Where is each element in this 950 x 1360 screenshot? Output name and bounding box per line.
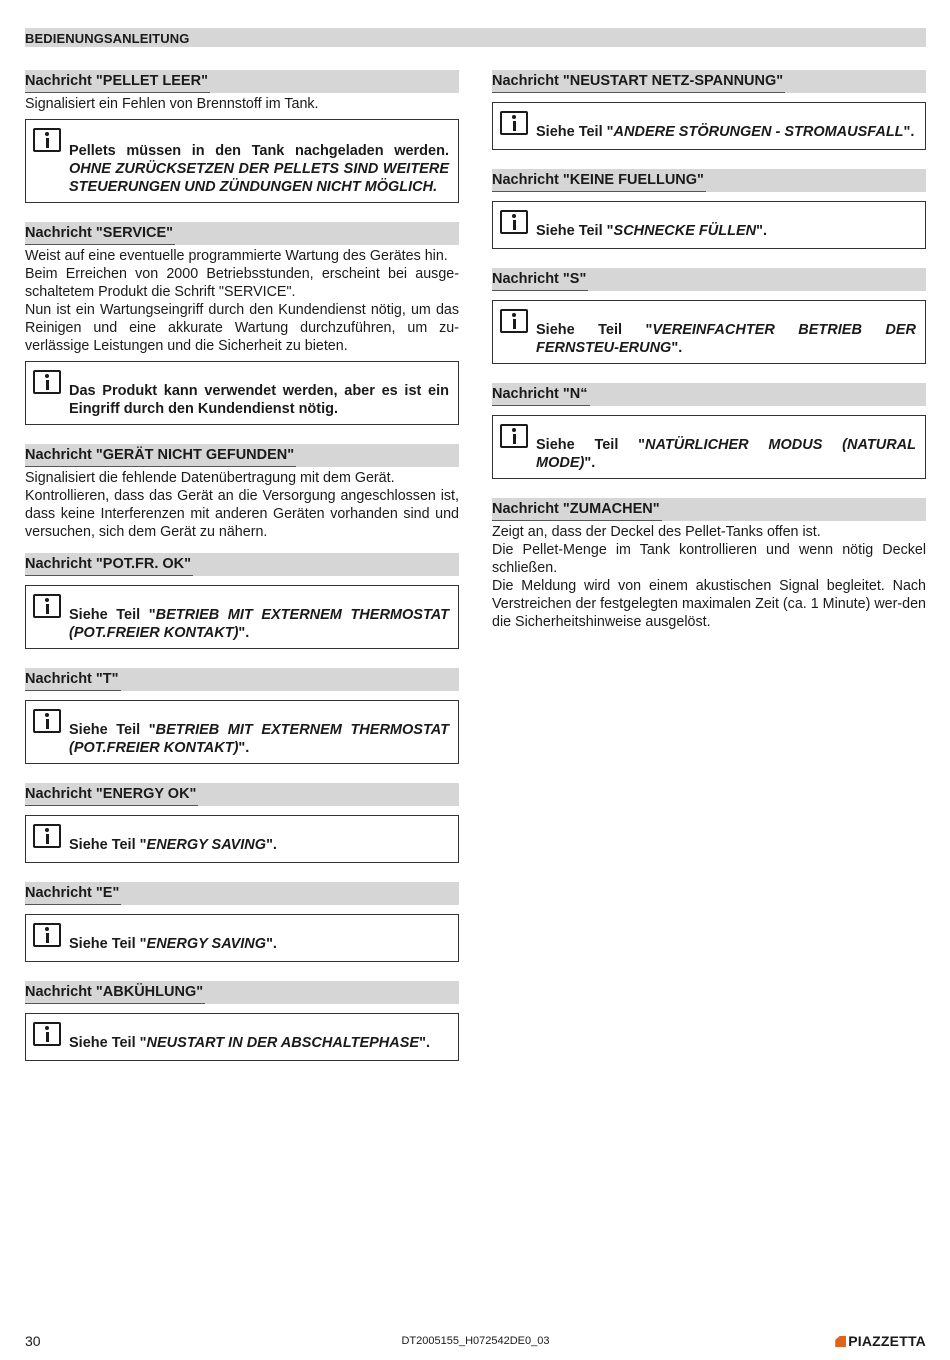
info-note: Siehe Teil "ANDERE STÖRUNGEN - STROMAUSFALL". — [492, 102, 926, 150]
info-icon — [500, 309, 528, 333]
info-icon — [33, 370, 61, 394]
info-note: Siehe Teil "NATÜRLICHER MODUS (NATURAL MODE)". — [492, 415, 926, 479]
info-note: Siehe Teil "ENERGY SAVING". — [25, 815, 459, 863]
brand-logo: PIAZZETTA — [835, 1333, 926, 1349]
section-text: Signalisiert die fehlende Datenübertragung mit dem Gerät. Kontrollieren, dass das Gerät an die Versorgung angeschlossen ist, dass keine Interferenzen mit anderen Geräten vorhanden sind und versuchen, sich dem Gerät zu nähern. — [25, 470, 459, 540]
info-icon — [33, 1022, 61, 1046]
info-note: Siehe Teil "NEUSTART IN DER ABSCHALTEPHASE". — [25, 1013, 459, 1061]
info-icon — [33, 709, 61, 733]
section-heading: Nachricht "ZUMACHEN" — [492, 498, 926, 521]
info-icon — [500, 210, 528, 234]
info-icon — [33, 128, 61, 152]
section-heading: Nachricht "GERÄT NICHT GEFUNDEN" — [25, 444, 459, 467]
section-heading: Nachricht "ENERGY OK" — [25, 783, 459, 806]
section-heading: Nachricht "PELLET LEER" — [25, 70, 459, 93]
page-footer — [25, 1333, 926, 1353]
section-heading: Nachricht "E" — [25, 882, 459, 905]
section-heading: Nachricht "N“ — [492, 383, 926, 406]
section-text: Signalisiert ein Fehlen von Brennstoff im Tank. — [25, 96, 319, 112]
section-heading: Nachricht "SERVICE" — [25, 222, 459, 245]
section-text: Zeigt an, dass der Deckel des Pellet-Tanks offen ist. Die Pellet-Menge im Tank kontrollieren und wenn nötig Deckel schließen. Die Meldung wird von einem akustischen Signal begleitet. Nach Verstreichen der festgelegten maximalen Zeit (ca. 1 Minute) wer-den die Sicherheitshinweise ausgelöst. — [492, 524, 926, 630]
info-icon — [500, 111, 528, 135]
info-note: Siehe Teil "ENERGY SAVING". — [25, 914, 459, 962]
section-heading: Nachricht "KEINE FUELLUNG" — [492, 169, 926, 192]
info-note: Siehe Teil "BETRIEB MIT EXTERNEM THERMOSTAT (POT.FREIER KONTAKT)". — [25, 585, 459, 649]
section-heading: Nachricht "NEUSTART NETZ-SPANNUNG" — [492, 70, 926, 93]
info-note: Siehe Teil "SCHNECKE FÜLLEN". — [492, 201, 926, 249]
info-icon — [33, 923, 61, 947]
right-column — [492, 70, 926, 631]
section-heading: Nachricht "S" — [492, 268, 926, 291]
info-note: Siehe Teil "VEREINFACHTER BETRIEB DER FERNSTEU-ERUNG". — [492, 300, 926, 364]
section-heading: Nachricht "POT.FR. OK" — [25, 553, 459, 576]
document-id: DT2005155_H072542DE0_03 — [401, 1335, 550, 1347]
info-note: Pellets müssen in den Tank nachgeladen werden. OHNE ZURÜCKSETZEN DER PELLETS SIND WEITERE STEUERUNGEN UND ZÜNDUNGEN NICHT MÖGLICH. — [25, 119, 459, 203]
section-text: Weist auf eine eventuelle programmierte Wartung des Gerätes hin. Beim Erreichen von 2000 Betriebsstunden, erscheint bei ausge-schaltetem Produkt die Schrift "SERVICE". Nun ist ein Wartungseingriff durch den Kundendienst nötig, um das Reinigen und eine akkurate Wartung durchzuführen, um zu-verlässige Leistungen und die Sicherheit zu bieten. — [25, 248, 459, 354]
page-number: 30 — [25, 1333, 41, 1349]
header-title: BEDIENUNGSANLEITUNG — [25, 31, 190, 46]
brand-mark-icon — [835, 1336, 846, 1347]
section-heading: Nachricht "ABKÜHLUNG" — [25, 981, 459, 1004]
info-icon — [500, 424, 528, 448]
left-column — [25, 70, 459, 1061]
info-note: Das Produkt kann verwendet werden, aber es ist ein Eingriff durch den Kundendienst nötig. — [25, 361, 459, 425]
info-icon — [33, 824, 61, 848]
header-bar — [25, 28, 926, 47]
info-note: Siehe Teil "BETRIEB MIT EXTERNEM THERMOSTAT (POT.FREIER KONTAKT)". — [25, 700, 459, 764]
info-icon — [33, 594, 61, 618]
section-heading: Nachricht "T" — [25, 668, 459, 691]
